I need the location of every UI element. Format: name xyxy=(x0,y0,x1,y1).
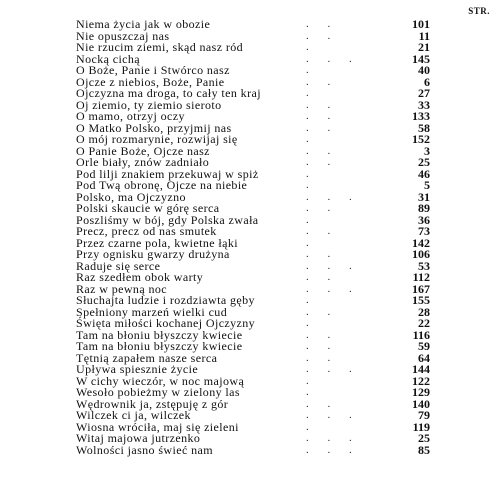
toc-entry-page-number: 167 xyxy=(412,281,430,296)
toc-entry-leader-dots: . xyxy=(306,168,317,180)
toc-entry-leader-dots: . xyxy=(306,295,317,306)
toc-entry-leader-dots: . . . xyxy=(306,191,360,203)
toc-entry-title: Spełniony marzeń wielki cud xyxy=(76,304,228,319)
toc-entry-page-number: 152 xyxy=(412,132,430,146)
toc-entry-leader-dots: . xyxy=(306,214,317,226)
toc-entry-page-number: 133 xyxy=(412,109,430,123)
toc-entry-title: Wędrownik ja, zstępuję z gór xyxy=(76,396,229,411)
toc-entry-page-number: 53 xyxy=(418,258,430,273)
toc-entry-leader-dots: . . xyxy=(306,157,339,168)
toc-entry-title: Oj ziemio, ty ziemio sieroto xyxy=(76,97,222,112)
toc-entry-page-number: 33 xyxy=(418,97,430,112)
toc-entry-page-number: 116 xyxy=(412,327,430,342)
toc-entry-title: Nie opuszczaj nas xyxy=(76,28,170,43)
toc-entry-leader-dots: . . . xyxy=(306,444,360,456)
toc-entry-leader-dots: . . . xyxy=(306,283,360,295)
toc-entry-title: Pod lilji znakiem przekuwaj w spiż xyxy=(76,166,259,181)
toc-entry-leader-dots: . . xyxy=(306,122,339,134)
toc-entry-page-number: 73 xyxy=(418,224,430,238)
toc-entry-leader-dots: . . xyxy=(306,76,339,88)
toc-entry-title: O Panie Boże, Ojcze nasz xyxy=(76,143,210,158)
page-column-label: STR. xyxy=(468,6,490,16)
toc-entry-title: Raduje się serce xyxy=(76,258,161,273)
toc-entry-page-number: 142 xyxy=(412,235,430,250)
toc-entry-leader-dots: . xyxy=(306,134,317,145)
toc-entry-leader-dots: . . xyxy=(306,226,339,237)
toc-entry-title: O Boże, Panie i Stwórco nasz xyxy=(76,63,230,77)
toc-entry xyxy=(76,442,430,457)
toc-entry-page-number: 144 xyxy=(412,362,430,376)
toc-entry-title: Niema życia jak w obozie xyxy=(76,17,211,31)
toc-entry-page-number: 85 xyxy=(418,442,430,457)
toc-entry-page-number: 140 xyxy=(412,396,430,411)
toc-entry-page-number: 6 xyxy=(424,74,430,89)
toc-entry-title: Wiosna wróciła, maj się zieleni xyxy=(76,419,239,434)
toc-entry-page-number: 112 xyxy=(412,270,430,284)
toc-entry-leader-dots: . . . xyxy=(306,410,360,421)
toc-entry-title: Wolności jasno świeć nam xyxy=(76,442,213,457)
toc-entry-title: Ojczyzna ma droga, to cały ten kraj xyxy=(76,86,261,100)
toc-entry-leader-dots: . . xyxy=(306,352,339,364)
toc-entry-leader-dots: . . xyxy=(306,99,339,111)
toc-entry-page-number: 5 xyxy=(424,178,430,192)
toc-entry-leader-dots: . xyxy=(306,318,317,329)
toc-entry-leader-dots: . . xyxy=(306,111,339,122)
toc-entry-title: Nie rzucim ziemi, skąd nasz ród xyxy=(76,40,244,54)
toc-entry-title: Przez czarne pola, kwietne łąki xyxy=(76,235,238,250)
toc-entry-leader-dots: . xyxy=(306,387,317,398)
toc-entry-title: Raz szedłem obok warty xyxy=(76,270,204,284)
toc-entry-title: W cichy wieczór, w noc majową xyxy=(76,373,245,388)
toc-entry-page-number: 25 xyxy=(418,155,430,169)
toc-entry-title: Wesoło pobieżmy w zielony las xyxy=(76,385,240,399)
toc-entry-leader-dots: . xyxy=(306,65,317,76)
toc-entry-title: Witaj majowa jutrzenko xyxy=(76,431,201,445)
toc-entry-page-number: 59 xyxy=(418,339,430,353)
toc-entry-page-number: 22 xyxy=(418,316,430,330)
toc-entry-page-number: 46 xyxy=(418,166,430,181)
toc-entry-title: Polski skaucie w górę serca xyxy=(76,201,220,215)
toc-entry-title: O Matko Polsko, przyjmij nas xyxy=(76,120,232,135)
toc-entry-page-number: 145 xyxy=(412,51,430,66)
toc-entry-leader-dots: . . xyxy=(306,145,339,157)
toc-entry-title: Ojcze z niebios, Boże, Panie xyxy=(76,74,225,89)
toc-entry-title: O mamo, otrzyj oczy xyxy=(76,109,185,123)
toc-entry-page-number: 79 xyxy=(418,408,430,422)
toc-entry-page-number: 101 xyxy=(412,17,430,31)
toc-entry-title: Precz, precz od nas smutek xyxy=(76,224,217,238)
toc-entry-leader-dots: . . xyxy=(306,341,339,352)
toc-entry-page-number: 119 xyxy=(412,419,430,434)
toc-entry-page-number: 25 xyxy=(418,431,430,445)
toc-entry-leader-dots: . xyxy=(306,237,317,249)
toc-entry-title: O mój rozmarynie, rozwijaj się xyxy=(76,132,238,146)
toc-entry-page-number: 27 xyxy=(418,86,430,100)
toc-entry-title: Tam na błoniu błyszczy kwiecie xyxy=(76,327,243,342)
toc-entry-leader-dots: . . xyxy=(306,398,339,410)
toc-entry-page-number: 122 xyxy=(412,373,430,388)
toc-entry-leader-dots: . . xyxy=(306,30,339,42)
toc-entry-title: Wilczek ci ja, wilczek xyxy=(76,408,191,422)
toc-entry-leader-dots: . xyxy=(306,88,317,99)
toc-entry-page-number: 31 xyxy=(418,189,430,204)
toc-entry-title: Poszliśmy w bój, gdy Polska zwała xyxy=(76,212,259,227)
toc-entry-leader-dots: . xyxy=(306,421,317,433)
toc-entry-title: Upływa spiesznie życie xyxy=(76,362,199,376)
toc-entry-page-number: 21 xyxy=(418,40,430,54)
toc-entry-leader-dots: . . . xyxy=(306,53,360,65)
toc-entry-title: Tętnią zapałem nasze serca xyxy=(76,350,218,365)
toc-entry-page-number: 40 xyxy=(418,63,430,77)
toc-entry-leader-dots: . . xyxy=(306,272,339,283)
toc-entry-leader-dots: . xyxy=(306,42,317,53)
toc-entry-page-number: 58 xyxy=(418,120,430,135)
toc-entry-page-number: 64 xyxy=(418,350,430,365)
toc-entry-title: Słuchajta ludzie i rozdziawta gęby xyxy=(76,293,255,307)
toc-entry-page-number: 11 xyxy=(418,28,430,43)
toc-entry-leader-dots: . xyxy=(306,375,317,387)
toc-entry-title: Pod Twą obronę, Ojcze na niebie xyxy=(76,178,248,192)
toc-entry-title: Przy ognisku gwarzy drużyna xyxy=(76,247,230,261)
toc-entry-page-number: 28 xyxy=(418,304,430,319)
toc-entry-leader-dots: . . xyxy=(306,203,339,214)
toc-entry-leader-dots: . . xyxy=(306,249,339,260)
toc-entry-page-number: 129 xyxy=(412,385,430,399)
toc-entry-title: Święta miłości kochanej Ojczyzny xyxy=(76,316,256,330)
toc-entry-leader-dots: . . xyxy=(306,329,339,341)
toc-entry-leader-dots: . . xyxy=(306,306,339,318)
toc-entry-title: Orle biały, znów zadniało xyxy=(76,155,210,169)
toc-entry-title: Raz w pewną noc xyxy=(76,281,167,296)
toc-entry-page-number: 3 xyxy=(424,143,430,158)
toc-entry-title: Nocką cichą xyxy=(76,51,141,66)
toc-entry-leader-dots: . . . xyxy=(306,433,360,444)
table-of-contents xyxy=(76,19,430,456)
toc-entry-title: Polsko, ma Ojczyzno xyxy=(76,189,186,204)
toc-entry-leader-dots: . . . xyxy=(306,260,360,272)
toc-entry-leader-dots: . xyxy=(306,180,317,191)
toc-entry-leader-dots: . . . xyxy=(306,364,360,375)
toc-entry-page-number: 155 xyxy=(412,293,430,307)
toc-entry-title: Tam na błoniu błyszczy kwiecie xyxy=(76,339,243,353)
toc-entry-leader-dots: . . xyxy=(306,19,339,30)
toc-entry-page-number: 89 xyxy=(418,201,430,215)
toc-entry-page-number: 36 xyxy=(418,212,430,227)
toc-entry-page-number: 106 xyxy=(412,247,430,261)
